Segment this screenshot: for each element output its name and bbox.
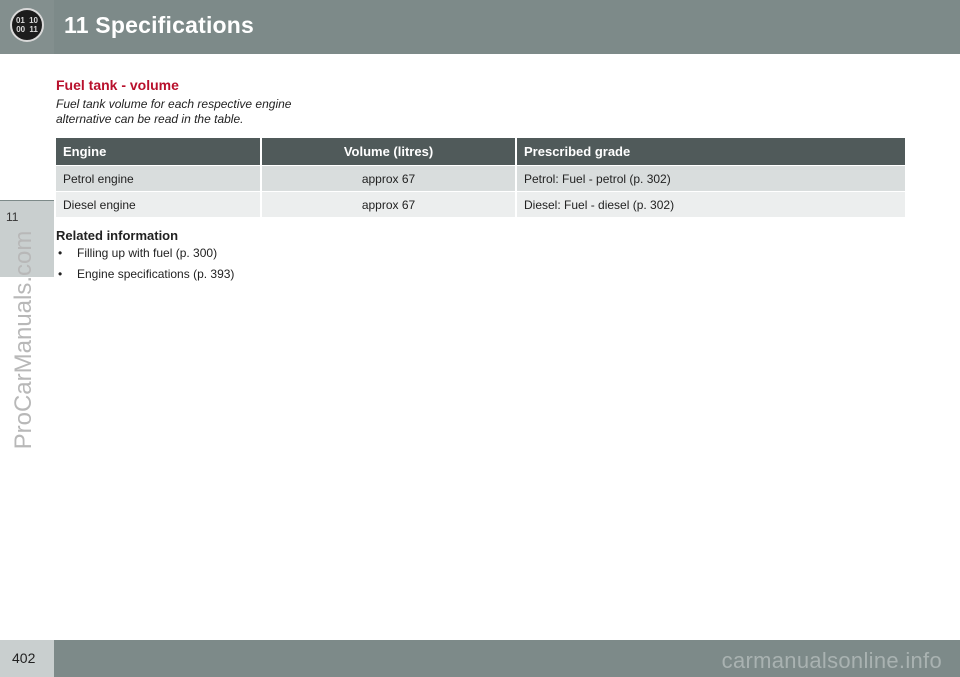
column-header-grade: Prescribed grade xyxy=(516,138,905,166)
icon-digit-3: 00 xyxy=(16,25,26,34)
bullet-icon: • xyxy=(58,267,63,281)
footer-watermark: carmanualsonline.info xyxy=(721,648,942,673)
list-item[interactable] xyxy=(56,266,234,287)
icon-digit-2: 10 xyxy=(29,16,39,25)
related-information-heading: Related information xyxy=(56,228,179,243)
table-row xyxy=(56,192,905,218)
section-title: Fuel tank - volume xyxy=(56,77,179,93)
cell-grade: Diesel: Fuel - diesel (p. 302) xyxy=(516,192,905,218)
page-title: 11 Specifications xyxy=(64,12,255,38)
table-row xyxy=(56,166,905,192)
cell-engine: Petrol engine xyxy=(56,166,261,192)
svg-text:01 10 xyxy=(16,16,39,25)
icon-digit-1: 01 xyxy=(15,16,25,25)
icon-digit-4: 11 xyxy=(29,25,38,34)
related-information-list xyxy=(56,245,234,287)
column-header-volume: Volume (litres) xyxy=(261,138,516,166)
list-item[interactable] xyxy=(56,245,234,266)
page-number: 402 xyxy=(12,650,36,666)
related-link-engine-specs[interactable]: Engine specifications (p. 393) xyxy=(77,267,235,281)
cell-engine: Diesel engine xyxy=(56,192,261,218)
related-link-filling-up[interactable]: Filling up with fuel (p. 300) xyxy=(77,246,218,260)
chapter-tab-number: 11 xyxy=(6,210,19,224)
cell-volume: approx 67 xyxy=(261,166,516,192)
chapter-icon xyxy=(10,8,44,42)
cell-grade: Petrol: Fuel - petrol (p. 302) xyxy=(516,166,905,192)
bullet-icon: • xyxy=(58,246,63,260)
cell-volume: approx 67 xyxy=(261,192,516,218)
svg-text:00 11 xyxy=(16,25,38,34)
side-watermark-text: ProCarManuals.com xyxy=(10,230,37,450)
table-header-row xyxy=(56,138,905,166)
column-header-engine: Engine xyxy=(56,138,261,166)
fuel-tank-table xyxy=(56,138,905,217)
section-intro: Fuel tank volume for each respective engine alternative can be read in the table. xyxy=(56,97,292,126)
